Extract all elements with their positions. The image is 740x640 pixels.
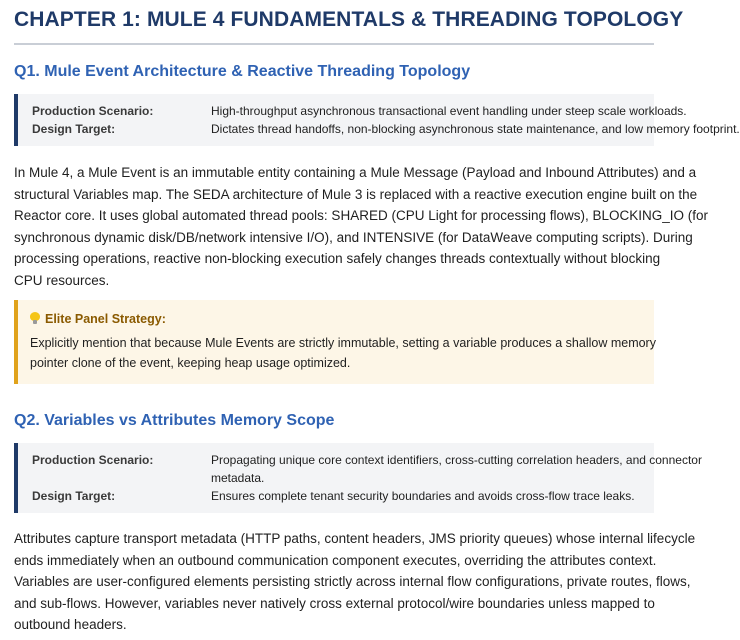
q2-body-line: Attributes capture transport metadata (HTTP paths, content headers, JMS priority queues) whose internal lifecycle [14,531,696,546]
q2-scenario-line: metadata. [211,471,265,485]
q1-body-paragraph [14,162,709,291]
q1-body-line: In Mule 4, a Mule Event is an immutable entity containing a Mule Message (Payload and Inbound Attributes) and a [14,165,697,180]
chapter-divider [14,43,654,45]
q2-body-line: ends immediately when an outbound communication component executes, overriding the attributes context. [14,552,657,568]
q2-heading: Q2. Variables vs Attributes Memory Scope [14,412,335,429]
q1-body-line: processing operations, reactive non-blocking execution safely changes threads contextually without blocking [14,251,661,266]
q1-spec-box [14,94,740,146]
q1-body-line: Reactor core. It uses global automated thread pools: SHARED (CPU Light for processing flows), BLOCKING_IO (for [14,208,709,223]
q1-body-line: structural Variables map. The SEDA architecture of Mule 3 is replaced with a reactive execution engine built on the [14,186,698,202]
q2-scenario-value [211,451,702,487]
callout-line: pointer clone of the event, keeping heap usage optimized. [30,356,351,370]
q1-body-line: synchronous dynamic disk/DB/network intensive I/O), and INTENSIVE (for DataWeave computing scripts). During [14,229,693,245]
q1-target-label: Design Target: [32,122,116,136]
q1-scenario-value: High-throughput asynchronous transactional event handling under steep scale workloads. [211,104,687,118]
q2-body-line: and sub-flows. However, variables never natively cross external protocol/wire boundaries unless mapped to [14,595,655,611]
callout-text [30,333,670,373]
q2-scenario-label: Production Scenario: [32,453,154,467]
q1-body-line: CPU resources. [14,272,110,288]
q1-heading: Q1. Mule Event Architecture & Reactive Threading Topology [14,63,471,80]
q2-body-paragraph [14,528,696,636]
q2-target-value: Ensures complete tenant security boundaries and avoids cross-flow trace leaks. [211,489,635,503]
q2-spec-box [14,443,702,513]
callout-title-text: Elite Panel Strategy: [45,312,166,326]
elite-panel-callout [14,300,654,384]
q1-target-value: Dictates thread handoffs, non-blocking asynchronous state maintenance, and low memory footprint. [211,122,740,136]
lightbulb-icon [30,312,40,324]
q2-target-label: Design Target: [32,489,116,503]
q2-body-line: Variables are user-configured elements persisting strictly across internal flow configurations, private routes, flows, [14,574,691,589]
q2-scenario-line: Propagating unique core context identifiers, cross-cutting correlation headers, and connector [211,453,702,467]
q2-body-line: outbound headers. [14,617,127,632]
callout-line: Explicitly mention that because Mule Events are strictly immutable, setting a variable produces a shallow memory [30,336,656,350]
chapter-title: CHAPTER 1: MULE 4 FUNDAMENTALS & THREADING TOPOLOGY [14,8,684,31]
q1-scenario-label: Production Scenario: [32,104,154,118]
callout-title [30,312,166,326]
